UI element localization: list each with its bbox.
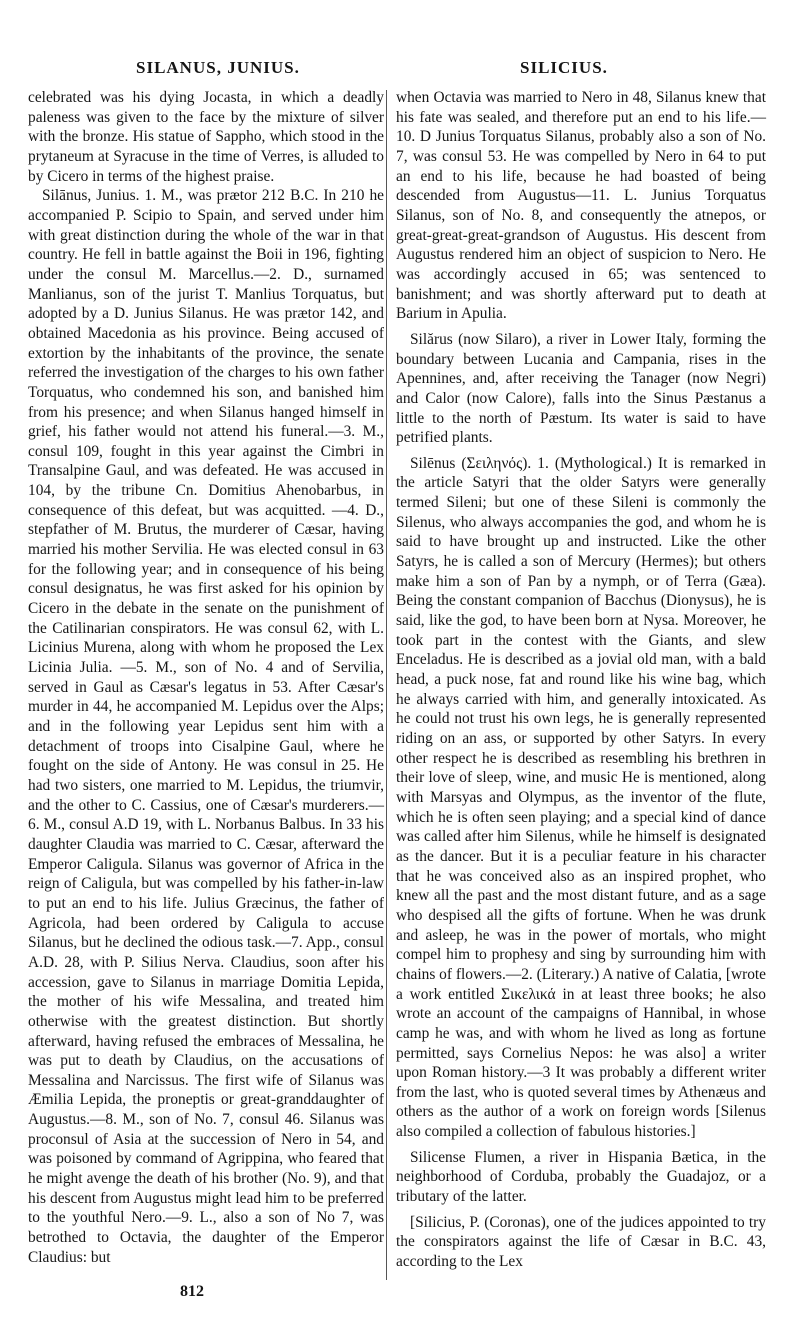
page-number: 812 bbox=[180, 1283, 204, 1300]
running-head bbox=[0, 58, 800, 82]
entry-continuation: celebrated was his dying Jocasta, in which a deadly paleness was given to the face by the mixture of silver with the bronze. His statue of Sappho, which stood in the prytaneum at Syracuse in the time of Verres, is alluded to by Cicero in terms of the highest praise. bbox=[28, 89, 384, 185]
entry-silarus: Silărus (now Silaro), a river in Lower Italy, forming the boundary between Lucania and Campania, rises in the Apennines, and, after receiving the Tanager (now Negri) and Calor (now Calore), falls into the Sinus Pæstanus a little to the north of Pæstum. Its water is said to have petrified plants. bbox=[396, 330, 766, 447]
right-column bbox=[396, 88, 766, 1272]
entry-silenus: Silēnus (Σειληνός). 1. (Mythological.) It is remarked in the article Satyri that the older Satyrs were generally termed Sileni; but one of these Sileni is commonly the Silenus, who always accompanies the god, and whom he is said to have brought up and instructed. Like the other Satyrs, he is called a son of Mercury (Hermes); but others make him a son of Pan by a nymph, or of Terra (Gæa). Being the constant companion of Bacchus (Dionysus), he is said, like the god, to have been born at Nysa. Moreover, he took part in the contest with the Giants, and slew Enceladus. He is described as a jovial old man, with a bald head, a puck nose, fat and round like his wine bag, which he always carried with him, and generally intoxicated. As he could not trust his own legs, he is generally represented riding on an ass, or supported by other Satyrs. In every other respect he is described as resembling his brethren in their love of sleep, wine, and music He is mentioned, along with Marsyas and Olympus, as the inventor of the flute, which he is often seen playing; and a special kind of dance was called after him Silenus, while he himself is designated as the dancer. But it is a peculiar feature in his character that he was conceived also as an inspired prophet, who knew all the past and the most distant future, and as a sage who despised all the gifts of fortune. When he was drunk and asleep, he was in the power of mortals, who might compel him to prophesy and sing by surrounding him with chains of flowers.—2. (Literary.) A native of Calatia, [wrote a work entitled Σικελικά in at least three books; he also wrote an account of the campaigns of Hannibal, in whose camp he was, and with whom he lived as long as fortune permitted, says Cornelius Nepos: he was also] a writer upon Roman history.—3 It was probably a different writer from the last, who is quoted several times by Athenæus and others as the author of a work on foreign words [Silenus also compiled a collection of fabulous histories.] bbox=[396, 454, 766, 1141]
entry-silicius: [Silicius, P. (Coronas), one of the judices appointed to try the conspirators against the life of Cæsar in B.C. 43, according to the Lex bbox=[396, 1213, 766, 1271]
entry-silicense-flumen: Silicense Flumen, a river in Hispania Bætica, in the neighborhood of Corduba, probably the Guadajoz, or a tributary of the latter. bbox=[396, 1148, 766, 1206]
running-head-left: SILANUS, JUNIUS. bbox=[136, 58, 300, 77]
entry-silanus-junius: Silānus, Junius. 1. M., was prætor 212 B.C. In 210 he accompanied P. Scipio to Spain, and served under him with great distinction during the whole of the war in that country. He fell in battle against the Boii in 196, fighting under the consul M. Marcellus.—2. D., surnamed Manlianus, son of the jurist T. Manlius Torquatus, but adopted by a D. Junius Silanus. He was prætor 142, and obtained Macedonia as his province. Being accused of extortion by the inhabitants of the province, the senate referred the investigation of the charges to his own father Torquatus, who condemned his son, and banished him from his presence; and when Silanus hanged himself in grief, his father would not attend his funeral.—3. M., consul 109, fought in this year against the Cimbri in Transalpine Gaul, and was defeated. He was accused in 104, by the tribune Cn. Domitius Ahenobarbus, in consequence of this defeat, but was acquitted. —4. D., stepfather of M. Brutus, the murderer of Cæsar, having married his mother Servilia. He was elected consul in 63 for the following year; and in consequence of his being consul designatus, he was first asked for his opinion by Cicero in the debate in the senate on the punishment of the Catilinarian conspirators. He was consul 62, with L. Licinius Murena, along with whom he proposed the Lex Licinia Julia. —5. M., son of No. 4 and of Servilia, served in Gaul as Cæsar's legatus in 53. After Cæsar's murder in 44, he accompanied M. Lepidus over the Alps; and in the following year Lepidus sent him with a detachment of troops into Cisalpine Gaul, where he fought on the side of Antony. He was consul in 25. He had two sisters, one married to M. Lepidus, the triumvir, and the other to C. Cassius, one of Cæsar's murderers.—6. M., consul A.D 19, with L. Norbanus Balbus. In 33 his daughter Claudia was married to C. Cæsar, afterward the Emperor Caligula. Silanus was governor of Africa in the reign of Caligula, but was compelled by his father-in-law to put an end to his life. Julius Græcinus, the father of Agricola, had been ordered by Caligula to accuse Silanus, but he declined the odious task.—7. App., consul A.D. 28, with P. Silius Nerva. Claudius, soon after his accession, gave to Silanus in marriage Domitia Lepida, the mother of his wife Messalina, and treated him otherwise with the greatest distinction. But shortly afterward, having refused the embraces of Messalina, he was put to death by Claudius, on the accusations of Messalina and Narcissus. The first wife of Silanus was Æmilia Lepida, the proneptis or great-granddaughter of Augustus.—8. M., son of No. 7, consul 46. Silanus was proconsul of Asia at the succession of Nero in 54, and was poisoned by command of Agrippina, who feared that he might avenge the death of his brother (No. 9), and that his descent from Augustus might lead him to be preferred to the youthful Nero.—9. L., also a son of No 7, was betrothed to Octavia, the daughter of the Emperor Claudius: but bbox=[28, 187, 384, 1266]
entry-continuation-right: when Octavia was married to Nero in 48, Silanus knew that his fate was sealed, and therefore put an end to his life.—10. D Junius Torquatus Silanus, probably also a son of No. 7, was consul 53. He was compelled by Nero in 64 to put an end to his life, because he had boasted of being descended from Augustus—11. L. Junius Torquatus Silanus, son of No. 8, and consequently the atnepos, or great-great-great-grandson of Augustus. His descent from Augustus rendered him an object of suspicion to Nero. He was accordingly accused in 65; was sentenced to banishment; and was shortly afterward put to death at Barium in Apulia. bbox=[396, 89, 766, 323]
running-head-right: SILICIUS. bbox=[520, 58, 608, 77]
column-divider bbox=[386, 90, 387, 1280]
left-column bbox=[28, 88, 384, 1267]
